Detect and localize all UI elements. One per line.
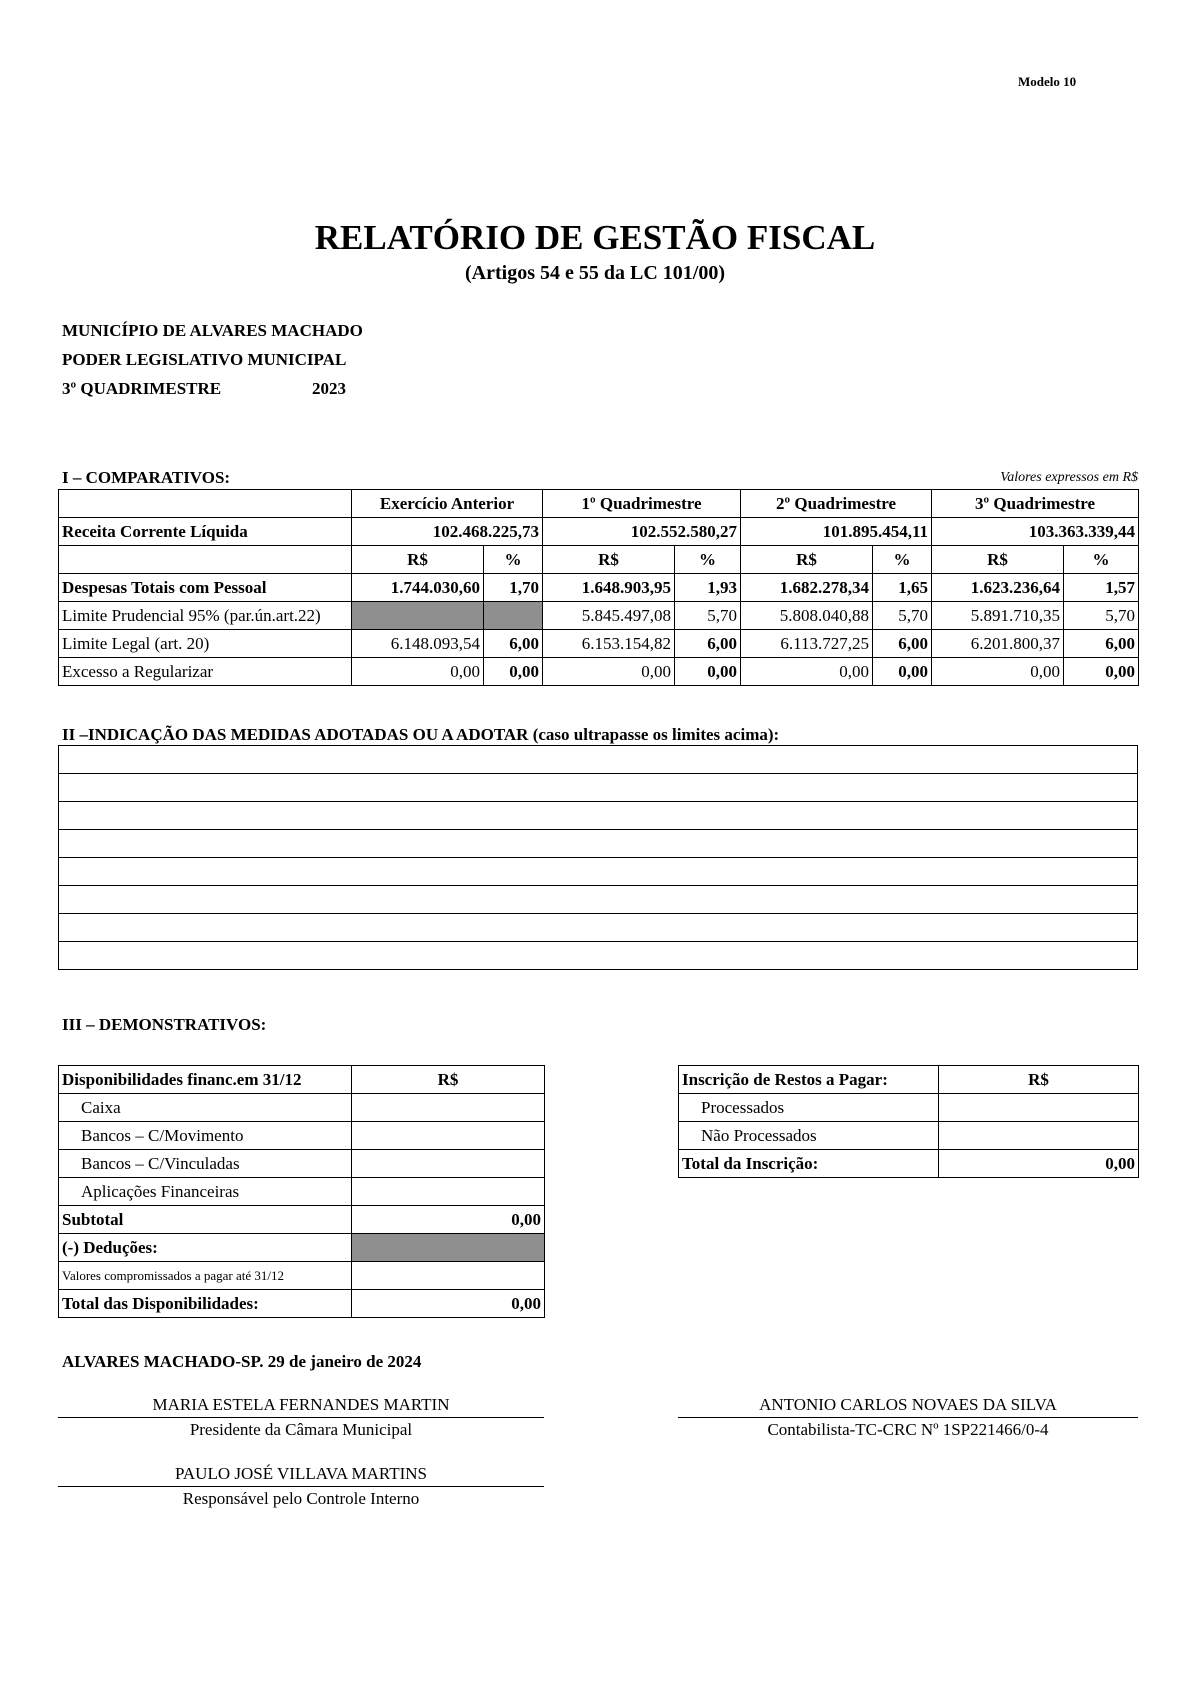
blank-cell bbox=[59, 746, 1138, 774]
shaded-cell bbox=[352, 602, 484, 630]
value-cell: 6.201.800,37 bbox=[932, 630, 1064, 658]
empty-cell bbox=[59, 546, 352, 574]
currency-header: R$ bbox=[932, 546, 1064, 574]
row-label: Limite Prudencial 95% (par.ún.art.22) bbox=[59, 602, 352, 630]
value-cell: 6.113.727,25 bbox=[741, 630, 873, 658]
signature-line bbox=[58, 1486, 544, 1487]
deducoes-label: (-) Deduções: bbox=[59, 1234, 352, 1262]
empty-cell bbox=[59, 490, 352, 518]
blank-row bbox=[59, 746, 1138, 774]
percent-cell: 0,00 bbox=[873, 658, 932, 686]
signature-line bbox=[678, 1417, 1138, 1418]
restos-header-value: R$ bbox=[939, 1066, 1139, 1094]
blank-row bbox=[59, 774, 1138, 802]
percent-header: % bbox=[675, 546, 741, 574]
subtotal-label: Subtotal bbox=[59, 1206, 352, 1234]
percent-cell: 1,93 bbox=[675, 574, 741, 602]
value-cell bbox=[352, 1178, 545, 1206]
table-row bbox=[59, 1066, 545, 1094]
value-cell: 0,00 bbox=[741, 658, 873, 686]
disponibilidades-table bbox=[58, 1065, 545, 1318]
power-name: PODER LEGISLATIVO MUNICIPAL bbox=[62, 350, 347, 369]
values-note: Valores expressos em R$ bbox=[1000, 470, 1138, 485]
value-cell bbox=[352, 1262, 545, 1290]
rcl-value: 101.895.454,11 bbox=[741, 518, 932, 546]
percent-cell: 0,00 bbox=[1064, 658, 1139, 686]
shaded-cell bbox=[352, 1234, 545, 1262]
total-restos-label: Total da Inscrição: bbox=[679, 1150, 939, 1178]
row-label: Excesso a Regularizar bbox=[59, 658, 352, 686]
value-cell: 5.808.040,88 bbox=[741, 602, 873, 630]
report-subtitle: (Artigos 54 e 55 da LC 101/00) bbox=[465, 262, 725, 284]
value-cell: 0,00 bbox=[932, 658, 1064, 686]
table-row bbox=[59, 1262, 545, 1290]
signature-line bbox=[58, 1417, 544, 1418]
period-header: Exercício Anterior bbox=[352, 490, 543, 518]
blank-row bbox=[59, 858, 1138, 886]
row-label: Bancos – C/Movimento bbox=[59, 1122, 352, 1150]
units-header-row bbox=[59, 546, 1139, 574]
value-cell: 6.153.154,82 bbox=[543, 630, 675, 658]
blank-cell bbox=[59, 774, 1138, 802]
blank-row bbox=[59, 802, 1138, 830]
period-header: 2º Quadrimestre bbox=[741, 490, 932, 518]
blank-cell bbox=[59, 858, 1138, 886]
percent-cell: 1,65 bbox=[873, 574, 932, 602]
medidas-table bbox=[58, 745, 1138, 970]
blank-row bbox=[59, 914, 1138, 942]
table-row bbox=[59, 1150, 545, 1178]
percent-cell: 6,00 bbox=[675, 630, 741, 658]
percent-cell: 0,00 bbox=[675, 658, 741, 686]
table-row bbox=[59, 1234, 545, 1262]
blank-cell bbox=[59, 830, 1138, 858]
value-cell bbox=[352, 1150, 545, 1178]
percent-header: % bbox=[1064, 546, 1139, 574]
period-header: 3º Quadrimestre bbox=[932, 490, 1139, 518]
total-restos-value: 0,00 bbox=[939, 1150, 1139, 1178]
table-row bbox=[679, 1150, 1139, 1178]
disp-header-value: R$ bbox=[352, 1066, 545, 1094]
restos-table bbox=[678, 1065, 1139, 1178]
row-label: Processados bbox=[679, 1094, 939, 1122]
table-row bbox=[679, 1122, 1139, 1150]
value-cell bbox=[939, 1122, 1139, 1150]
subtotal-value: 0,00 bbox=[352, 1206, 545, 1234]
table-row bbox=[59, 1178, 545, 1206]
percent-cell: 0,00 bbox=[484, 658, 543, 686]
blank-cell bbox=[59, 802, 1138, 830]
percent-cell: 1,57 bbox=[1064, 574, 1139, 602]
section-demonstrativos-title: III – DEMONSTRATIVOS: bbox=[62, 1015, 267, 1034]
percent-cell: 6,00 bbox=[1064, 630, 1139, 658]
table-row bbox=[59, 602, 1139, 630]
period-year: 2023 bbox=[312, 379, 346, 398]
table-row bbox=[59, 1290, 545, 1318]
value-cell: 0,00 bbox=[543, 658, 675, 686]
value-cell: 1.648.903,95 bbox=[543, 574, 675, 602]
table-row bbox=[59, 658, 1139, 686]
value-cell: 0,00 bbox=[352, 658, 484, 686]
percent-cell: 1,70 bbox=[484, 574, 543, 602]
table-row bbox=[59, 1206, 545, 1234]
municipality-name: MUNICÍPIO DE ALVARES MACHADO bbox=[62, 321, 363, 340]
disp-header-label: Disponibilidades financ.em 31/12 bbox=[59, 1066, 352, 1094]
section-comparativos-title: I – COMPARATIVOS: bbox=[62, 468, 231, 487]
model-label: Modelo 10 bbox=[1018, 74, 1077, 89]
blank-row bbox=[59, 830, 1138, 858]
signature-name: PAULO JOSÉ VILLAVA MARTINS bbox=[175, 1464, 427, 1483]
report-title: RELATÓRIO DE GESTÃO FISCAL bbox=[314, 218, 876, 257]
section-medidas-title: II –INDICAÇÃO DAS MEDIDAS ADOTADAS OU A ADOTAR (caso ultrapasse os limites acima): bbox=[62, 725, 780, 744]
rcl-label: Receita Corrente Líquida bbox=[59, 518, 352, 546]
row-label: Despesas Totais com Pessoal bbox=[59, 574, 352, 602]
percent-cell: 5,70 bbox=[1064, 602, 1139, 630]
period-label: 3º QUADRIMESTRE bbox=[62, 379, 222, 398]
place-date: ALVARES MACHADO-SP. 29 de janeiro de 2024 bbox=[62, 1352, 422, 1371]
table-row bbox=[59, 574, 1139, 602]
comparativos-table bbox=[58, 489, 1139, 686]
blank-row bbox=[59, 942, 1138, 970]
percent-cell: 6,00 bbox=[484, 630, 543, 658]
currency-header: R$ bbox=[543, 546, 675, 574]
period-header: 1º Quadrimestre bbox=[543, 490, 741, 518]
value-cell: 1.744.030,60 bbox=[352, 574, 484, 602]
percent-header: % bbox=[873, 546, 932, 574]
rcl-value: 103.363.339,44 bbox=[932, 518, 1139, 546]
table-row bbox=[59, 630, 1139, 658]
currency-header: R$ bbox=[741, 546, 873, 574]
row-label: Não Processados bbox=[679, 1122, 939, 1150]
blank-cell bbox=[59, 914, 1138, 942]
signature-name: MARIA ESTELA FERNANDES MARTIN bbox=[152, 1395, 450, 1414]
table-row bbox=[59, 1094, 545, 1122]
rcl-row bbox=[59, 518, 1139, 546]
row-label: Bancos – C/Vinculadas bbox=[59, 1150, 352, 1178]
row-label: Caixa bbox=[59, 1094, 352, 1122]
value-cell: 6.148.093,54 bbox=[352, 630, 484, 658]
table-row bbox=[59, 1122, 545, 1150]
total-disp-label: Total das Disponibilidades: bbox=[59, 1290, 352, 1318]
blank-row bbox=[59, 886, 1138, 914]
restos-header-label: Inscrição de Restos a Pagar: bbox=[679, 1066, 939, 1094]
rcl-value: 102.552.580,27 bbox=[543, 518, 741, 546]
percent-header: % bbox=[484, 546, 543, 574]
signature-role: Presidente da Câmara Municipal bbox=[189, 1420, 413, 1439]
currency-header: R$ bbox=[352, 546, 484, 574]
value-cell: 5.891.710,35 bbox=[932, 602, 1064, 630]
row-label: Aplicações Financeiras bbox=[59, 1178, 352, 1206]
signature-name: ANTONIO CARLOS NOVAES DA SILVA bbox=[759, 1395, 1057, 1414]
value-cell bbox=[352, 1122, 545, 1150]
value-cell bbox=[352, 1094, 545, 1122]
value-cell: 1.682.278,34 bbox=[741, 574, 873, 602]
signature-role: Contabilista-TC-CRC Nº 1SP221466/0-4 bbox=[767, 1420, 1049, 1439]
shaded-cell bbox=[484, 602, 543, 630]
value-cell: 1.623.236,64 bbox=[932, 574, 1064, 602]
percent-cell: 6,00 bbox=[873, 630, 932, 658]
blank-cell bbox=[59, 886, 1138, 914]
signature-role: Responsável pelo Controle Interno bbox=[182, 1489, 420, 1508]
value-cell bbox=[939, 1094, 1139, 1122]
row-label: Valores compromissados a pagar até 31/12 bbox=[59, 1262, 352, 1290]
value-cell: 5.845.497,08 bbox=[543, 602, 675, 630]
percent-cell: 5,70 bbox=[873, 602, 932, 630]
total-disp-value: 0,00 bbox=[352, 1290, 545, 1318]
rcl-value: 102.468.225,73 bbox=[352, 518, 543, 546]
percent-cell: 5,70 bbox=[675, 602, 741, 630]
table-row bbox=[679, 1094, 1139, 1122]
periods-header-row bbox=[59, 490, 1139, 518]
blank-cell bbox=[59, 942, 1138, 970]
row-label: Limite Legal (art. 20) bbox=[59, 630, 352, 658]
table-row bbox=[679, 1066, 1139, 1094]
